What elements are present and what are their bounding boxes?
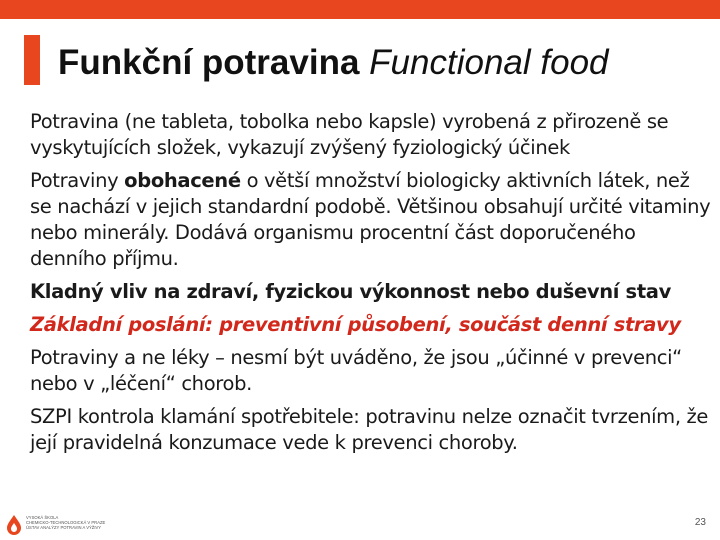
flame-drop-logo-icon <box>4 514 24 536</box>
footer-line-1: VYSOKÁ ŠKOLA <box>26 515 59 520</box>
top-accent-bar <box>0 0 720 19</box>
footer-line-3: ÚSTAV ANALÝZY POTRAVIN A VÝŽIVY <box>26 525 102 531</box>
footer-institution <box>26 515 105 531</box>
paragraph-szpi: SZPI kontrola klamání spotřebitele: potravinu nelze označit tvrzením, že její pravidelná konzumace vede k prevenci choroby. <box>30 405 709 454</box>
paragraph-enriched-bold: obohacené <box>124 169 241 192</box>
paragraph-definition: Potravina (ne tableta, tobolka nebo kapsle) vyrobená z přirozeně se vyskytujících složek, vykazují zvýšený fyziologický účinek <box>30 110 669 159</box>
paragraph-enriched-before: Potraviny <box>30 169 125 192</box>
page-number: 23 <box>694 517 706 528</box>
paragraph-enriched-after: o větší množství biologicky aktivních látek, než se nachází v jejich standardní podobě. Většinou obsahují určité vitaminy nebo minerály. Dodává organismu procentní část doporučeného denního příjmu. <box>30 169 711 270</box>
slide-body <box>30 109 714 463</box>
paragraph-not-drugs: Potraviny a ne léky – nesmí být uváděno, že jsou „účinné v prevenci“ nebo v „léčení“ chorob. <box>30 346 682 395</box>
title-czech: Funkční potravina <box>58 43 360 82</box>
slide-title <box>58 40 609 86</box>
title-english: Functional food <box>369 43 609 82</box>
paragraph-enriched <box>30 168 714 272</box>
paragraph-mission: Základní poslání: preventivní působení, součást denní stravy <box>30 313 681 336</box>
footer-line-2: CHEMICKO-TECHNOLOGICKÁ V PRAZE <box>26 520 106 526</box>
title-accent-bar <box>24 35 40 85</box>
paragraph-health-effect: Kladný vliv na zdraví, fyzickou výkonnost nebo duševní stav <box>30 280 671 303</box>
